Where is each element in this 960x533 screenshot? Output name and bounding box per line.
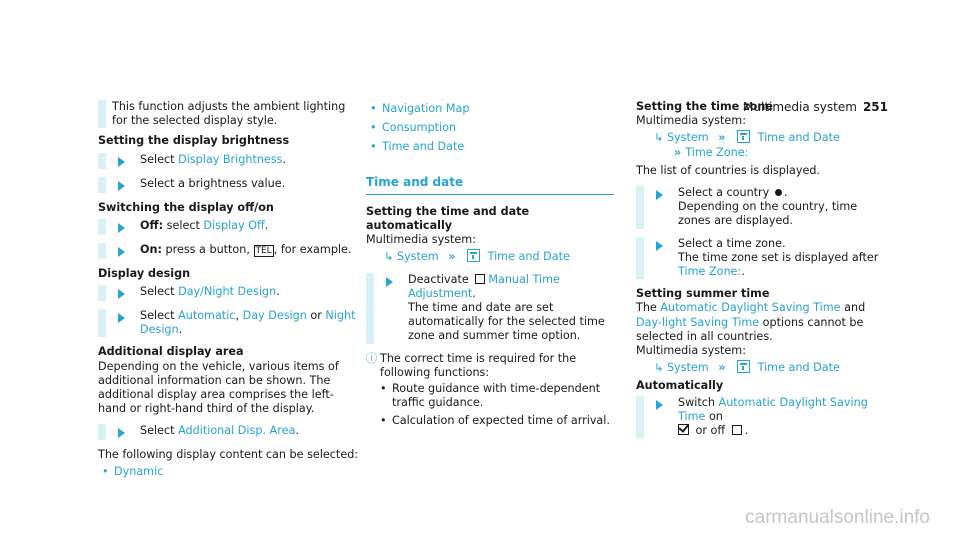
step-select-country: Select a country . Depending on the country, time zones are displayed. <box>636 186 886 229</box>
link-daylight-saving[interactable]: Day-light Saving Time <box>636 315 760 329</box>
intro-text: This function adjusts the ambient lighting for the selected display style. <box>112 100 346 128</box>
column-2 <box>366 100 614 433</box>
heading-auto: Setting the time and date automatically <box>366 204 530 233</box>
additional-text: Depending on the vehicle, various items of additional information can be shown. The additional display area comprises the left-hand or right-hand third of the display. <box>98 359 339 416</box>
list-item-time-date <box>366 140 614 154</box>
heading-design: Display design <box>98 266 191 280</box>
list-item-route-guidance: • Route guidance with time-dependent traffic guidance. <box>380 382 601 410</box>
arrow-icon <box>656 241 663 251</box>
corner-arrow-icon: ↳ <box>654 131 664 145</box>
link-system[interactable]: System <box>666 361 709 375</box>
link-display-brightness[interactable]: Display Brightness <box>178 152 283 166</box>
link-auto-dst-2[interactable]: Automatic Daylight Saving Time <box>678 395 868 423</box>
step-select-day-night: Select Day/Night Design. <box>98 285 360 301</box>
heading-automatically: Automatically <box>636 379 724 393</box>
link-time-and-date[interactable]: Time and Date <box>487 250 570 264</box>
double-chevron-icon: ›› <box>448 250 454 264</box>
link-manual-time-adjustment[interactable]: Manual Time Adjustment <box>408 272 560 300</box>
link-day-night-design[interactable]: Day/Night Design <box>178 285 277 299</box>
link-navigation-map[interactable]: Navigation Map <box>382 102 470 115</box>
bullet-icon: • <box>370 102 377 115</box>
checkbox-checked-icon <box>678 424 689 435</box>
arrow-icon <box>656 400 663 410</box>
checkbox-empty-icon <box>475 274 485 284</box>
bullet-icon: • <box>370 140 377 154</box>
link-time-and-date[interactable]: Time and Date <box>757 131 840 145</box>
link-night-design[interactable]: Night Design <box>140 309 356 337</box>
link-system[interactable]: System <box>396 250 439 264</box>
link-auto-dst[interactable]: Automatic Daylight Saving Time <box>660 301 841 315</box>
heading-switch: Switching the display off/on <box>98 200 274 214</box>
step-select-design-mode: Select Automatic, Day Design or Night Design. <box>98 309 360 337</box>
section-title-time-date: Time and date <box>366 175 614 195</box>
menu-path-2 <box>636 360 886 375</box>
tel-button-icon: TEL <box>255 245 272 256</box>
step-switch-dst: Switch Automatic Daylight Saving Time on or off . <box>636 396 886 439</box>
link-time-and-date-list[interactable]: Time and Date <box>382 140 465 154</box>
clock-calendar-icon <box>737 360 750 373</box>
link-consumption[interactable]: Consumption <box>382 121 457 135</box>
link-time-zone-2[interactable]: Time Zone: <box>678 265 742 279</box>
mm-system-label: Multimedia system: <box>366 233 476 247</box>
list-item-consumption <box>366 121 614 135</box>
step-on: On: press a button, TEL , for example. <box>98 243 360 259</box>
clock-calendar-icon <box>467 249 480 262</box>
summer-text: The Automatic Daylight Saving Time and Day-light Saving Time options cannot be selected in all countries. <box>636 301 866 343</box>
radio-selected-icon <box>775 189 782 196</box>
link-dynamic[interactable]: Dynamic <box>114 464 164 478</box>
list-item-eta: • Calculation of expected time of arrival. <box>380 414 610 428</box>
step-off: Off: select Display Off. <box>98 219 360 235</box>
link-time-and-date[interactable]: Time and Date <box>757 361 840 375</box>
checkbox-empty-icon <box>732 425 742 435</box>
step-deactivate: Deactivate Manual Time Adjustment. The time and date are set automatically for the selected time zone and summer time option. <box>366 273 614 344</box>
info-note <box>366 352 614 380</box>
arrow-icon <box>118 313 125 323</box>
arrow-icon <box>386 277 393 287</box>
menu-path <box>636 130 886 159</box>
link-system[interactable]: System <box>666 131 709 145</box>
step-select-brightness-menu: Select Display Brightness. <box>98 153 360 169</box>
mm-system-label-2: Multimedia system: <box>636 344 746 358</box>
bullet-icon: • <box>102 464 109 478</box>
menu-path <box>366 249 614 264</box>
step-select-brightness-value: Select a brightness value. <box>98 177 360 193</box>
corner-arrow-icon: ↳ <box>654 361 664 375</box>
link-time-zone[interactable]: Time Zone: <box>685 145 749 159</box>
auto-text: The time and date are set automatically for the selected time zone and summer time option. <box>408 301 605 343</box>
link-day-design[interactable]: Day Design <box>242 309 307 323</box>
watermark: carmanualsonline.info <box>745 506 930 528</box>
link-additional-disp-area[interactable]: Additional Disp. Area <box>178 424 296 438</box>
double-chevron-icon: ›› <box>718 131 724 145</box>
mm-system-label: Multimedia system: <box>636 114 746 128</box>
heading-summer: Setting summer time <box>636 287 770 301</box>
arrow-icon <box>118 181 125 191</box>
intro-block <box>98 100 360 128</box>
arrow-icon <box>118 247 125 257</box>
clock-calendar-icon <box>737 130 750 143</box>
link-display-off[interactable]: Display Off <box>203 218 265 232</box>
double-chevron-icon: ›› <box>674 145 680 159</box>
info-text: The correct time is required for the following functions: <box>380 351 577 379</box>
arrow-icon <box>118 289 125 299</box>
bullet-icon: • <box>380 414 387 428</box>
list-item-dynamic <box>98 465 360 479</box>
page-number: 251 <box>862 100 888 114</box>
bullet-icon: • <box>380 382 387 396</box>
column-1 <box>98 100 360 484</box>
heading-additional: Additional display area <box>98 345 244 359</box>
list-text: The list of countries is displayed. <box>636 163 820 177</box>
double-chevron-icon: ›› <box>718 361 724 375</box>
following-text: The following display content can be selected: <box>98 448 359 462</box>
heading-timezone: Setting the time zone <box>636 100 773 113</box>
column-3 <box>636 100 886 446</box>
corner-arrow-icon: ↳ <box>384 250 394 264</box>
heading-brightness: Setting the display brightness <box>98 134 290 148</box>
arrow-icon <box>118 223 125 233</box>
header-section: Multimedia system <box>743 100 857 114</box>
bullet-icon: • <box>370 121 377 135</box>
step-select-tz: Select a time zone. The time zone set is displayed after Time Zone:. <box>636 237 886 280</box>
arrow-icon <box>118 428 125 438</box>
list-item-navigation-map <box>366 102 614 116</box>
info-icon: ⓘ <box>366 351 378 365</box>
arrow-icon <box>656 190 663 200</box>
step-select-additional: Select Additional Disp. Area. <box>98 424 360 440</box>
link-automatic[interactable]: Automatic <box>178 309 236 323</box>
arrow-icon <box>118 157 125 167</box>
